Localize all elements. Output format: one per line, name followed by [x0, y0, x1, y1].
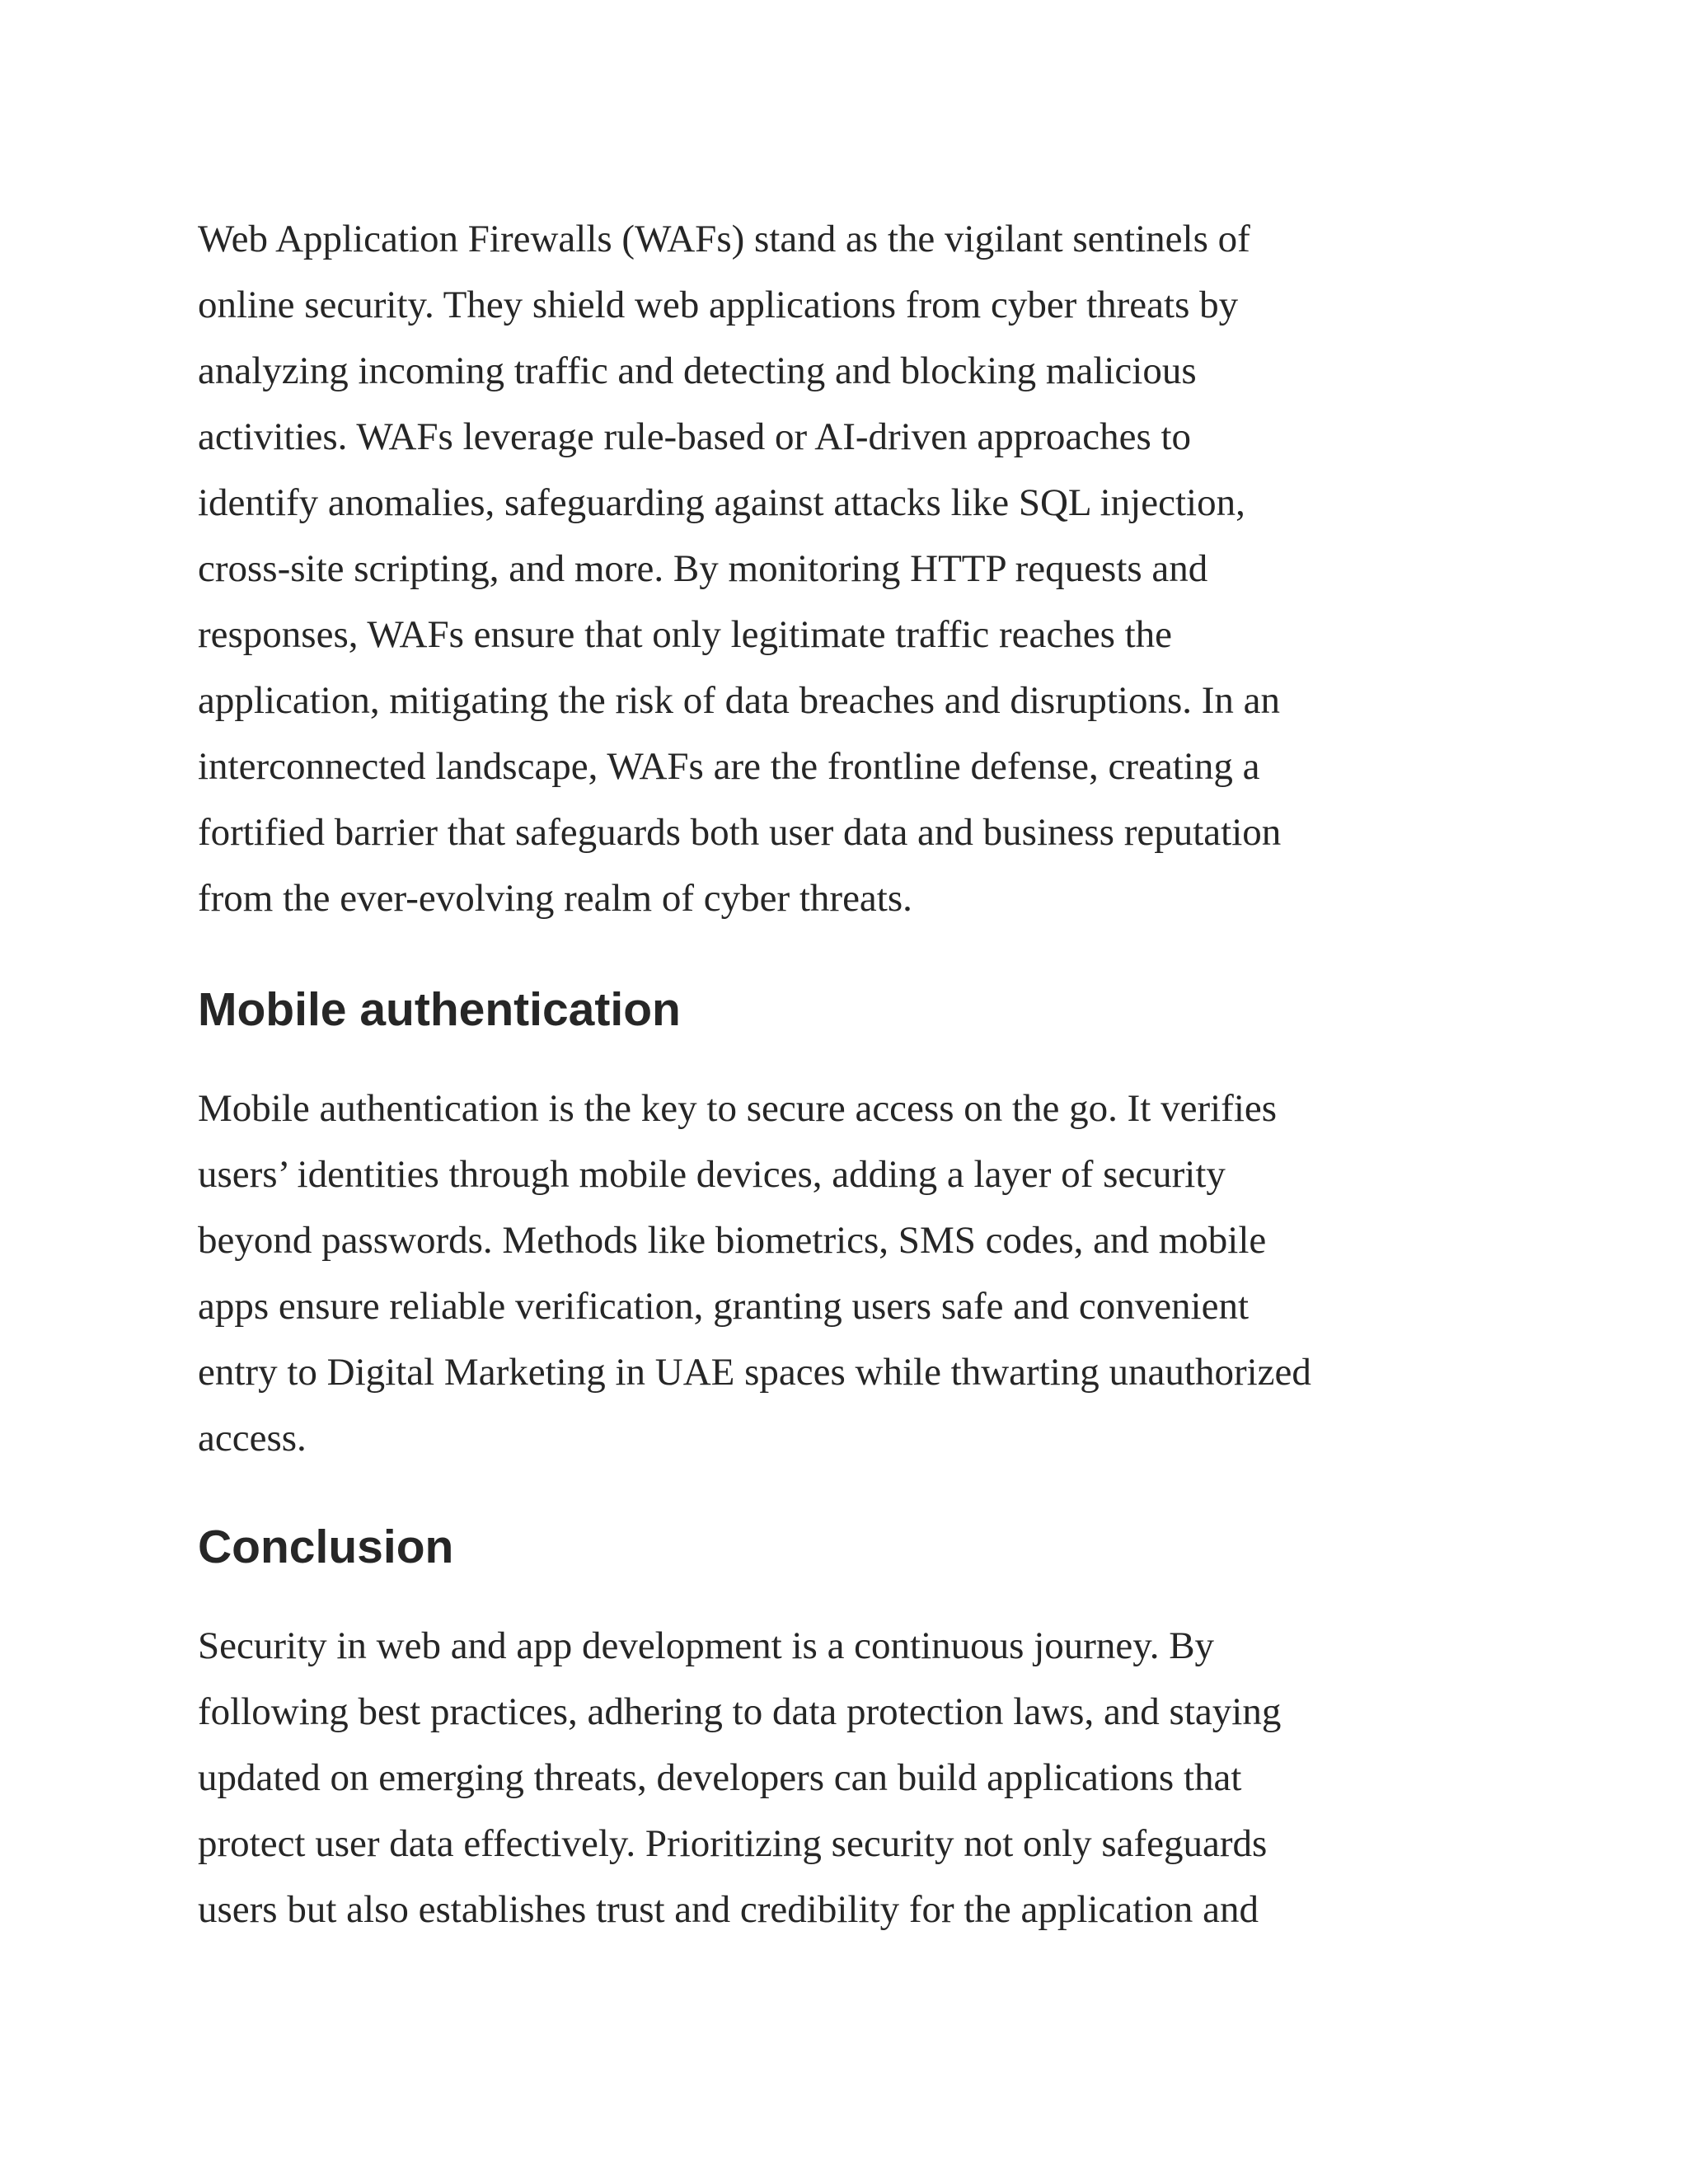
text-line: access. — [198, 1417, 307, 1460]
text-line: analyzing incoming traffic and detecting and blocking malicious — [198, 349, 1197, 392]
text-line: Security in web and app development is a continuous journey. By — [198, 1624, 1215, 1667]
text-line: updated on emerging threats, developers can build applications that — [198, 1756, 1242, 1799]
heading-mobile-authentication: Mobile authentication — [198, 983, 681, 1036]
text-line: following best practices, adhering to data protection laws, and staying — [198, 1690, 1282, 1733]
text-line: users’ identities through mobile devices, adding a layer of security — [198, 1153, 1226, 1196]
text-line: interconnected landscape, WAFs are the frontline defense, creating a — [198, 745, 1260, 788]
text-line: application, mitigating the risk of data breaches and disruptions. In an — [198, 679, 1281, 722]
text-line: entry to Digital Marketing in UAE spaces while thwarting unauthorized — [198, 1351, 1311, 1394]
text-line: cross-site scripting, and more. By monitoring HTTP requests and — [198, 547, 1208, 590]
text-line: protect user data effectively. Prioritizing security not only safeguards — [198, 1822, 1268, 1865]
text-line: users but also establishes trust and credibility for the application and — [198, 1888, 1259, 1931]
text-line: online security. They shield web applications from cyber threats by — [198, 284, 1239, 326]
paragraph-conclusion — [198, 1613, 1517, 1943]
heading-conclusion: Conclusion — [198, 1521, 454, 1573]
text-line: apps ensure reliable verification, granting users safe and convenient — [198, 1285, 1250, 1328]
text-line: identify anomalies, safeguarding against attacks like SQL injection, — [198, 481, 1245, 524]
document-page — [198, 206, 1517, 1943]
text-line: beyond passwords. Methods like biometrics, SMS codes, and mobile — [198, 1219, 1267, 1262]
text-line: Web Application Firewalls (WAFs) stand as the vigilant sentinels of — [198, 218, 1250, 260]
text-line: from the ever-evolving realm of cyber threats. — [198, 877, 912, 920]
paragraph-mobile-authentication — [198, 1076, 1517, 1471]
text-line: responses, WAFs ensure that only legitimate traffic reaches the — [198, 613, 1173, 656]
paragraph-waf — [198, 206, 1517, 931]
text-line: fortified barrier that safeguards both user data and business reputation — [198, 811, 1282, 854]
text-line: Mobile authentication is the key to secure access on the go. It verifies — [198, 1087, 1278, 1130]
text-line: activities. WAFs leverage rule-based or AI-driven approaches to — [198, 415, 1192, 458]
